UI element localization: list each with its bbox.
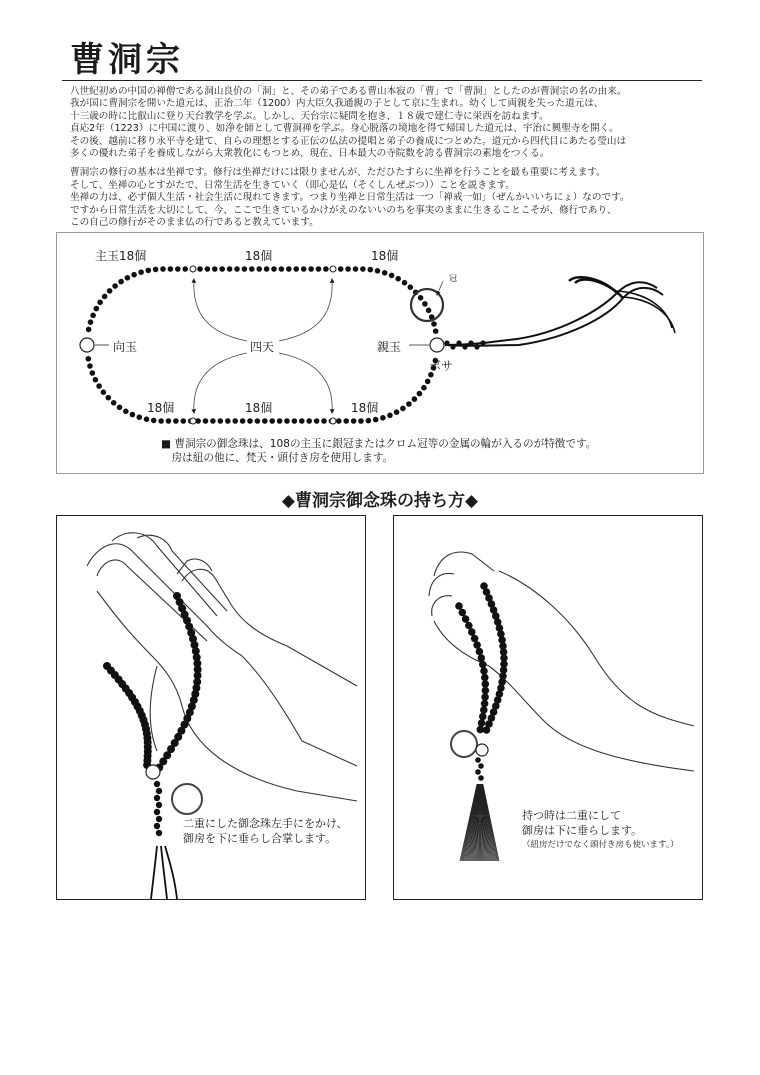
bead (482, 680, 490, 688)
panel-right-caption (522, 808, 679, 853)
bead (475, 757, 481, 763)
bead (474, 344, 479, 349)
bead (455, 602, 463, 610)
bead (433, 328, 439, 334)
bead (117, 405, 123, 411)
bead (426, 308, 432, 314)
bead (156, 830, 162, 836)
bead (456, 340, 461, 345)
bead (468, 628, 476, 636)
bead (232, 418, 238, 424)
intro-line: その後、越前に移り永平寺を建て、自らの理想とする正伝の仏法の提唱と弟子の養成につとめた。道元から四代目にあたる瑩山は (70, 135, 627, 147)
bead (242, 266, 248, 272)
bead (210, 418, 216, 424)
bead (240, 418, 246, 424)
bead (284, 418, 290, 424)
bead (181, 418, 187, 424)
bead (400, 406, 406, 412)
bead (408, 284, 414, 290)
bead (102, 294, 108, 300)
bead (292, 418, 298, 424)
bead (478, 775, 484, 781)
bead (479, 713, 487, 721)
bead (422, 301, 428, 307)
bead (425, 379, 431, 385)
tassel-fringe (460, 784, 499, 861)
bead (336, 418, 342, 424)
bead (293, 266, 299, 272)
shiten-arrows (194, 279, 443, 413)
bead (262, 418, 268, 424)
caption-line: 持つ時は二重にして (522, 809, 621, 822)
bead (264, 266, 270, 272)
intro-text (70, 86, 700, 229)
bead (173, 418, 179, 424)
bead (468, 340, 473, 345)
bead (301, 266, 307, 272)
bead (406, 401, 412, 407)
main-bead-label: 主玉18個 (95, 249, 147, 263)
bead (299, 418, 305, 424)
bead (481, 693, 489, 701)
shiten-bead (190, 266, 196, 272)
bead (477, 726, 485, 734)
page-title: 曹洞宗 (70, 40, 184, 80)
crown-label: 冠 (449, 274, 457, 283)
section-title: ◆曹洞宗御念珠の持ち方◆ (281, 491, 479, 511)
bead (418, 295, 424, 301)
bead (138, 269, 144, 275)
count-label: 18個 (245, 401, 273, 415)
bead (475, 769, 481, 775)
parent-bead (146, 765, 160, 779)
bead (481, 674, 489, 682)
parent-bead (430, 338, 444, 352)
bead (130, 412, 136, 418)
bead (154, 809, 160, 815)
bead (256, 266, 262, 272)
bead (306, 418, 312, 424)
caption-line: 御房は下に垂らします。 (522, 824, 643, 837)
bead (96, 383, 102, 389)
bead (88, 319, 94, 325)
bead (382, 270, 388, 276)
bead (380, 415, 386, 421)
bead (97, 300, 103, 306)
bead (412, 396, 418, 402)
intro-line: 多くの優れた弟子を養成しながら大衆教化にもつとめ、現在、日本最大の寺院数を誇る曹洞宗の素地をつくる。 (70, 148, 550, 160)
bead (166, 418, 172, 424)
parent-bead-label: 親玉 (377, 340, 402, 354)
bead (160, 266, 166, 272)
bead (375, 268, 381, 274)
bead (321, 418, 327, 424)
bead (308, 266, 314, 272)
bead (212, 266, 218, 272)
bead (182, 266, 188, 272)
bead (87, 363, 93, 369)
hands-outline-icon (87, 533, 357, 801)
crown-ring (172, 784, 202, 814)
bead (225, 418, 231, 424)
bead (345, 266, 351, 272)
diagram-note (161, 437, 596, 465)
bead (389, 273, 395, 279)
tassel-cords (151, 846, 177, 899)
bead (387, 413, 393, 419)
bead (450, 344, 455, 349)
bead (86, 327, 92, 333)
bead (431, 321, 437, 327)
bead (444, 340, 449, 345)
bead (471, 635, 479, 643)
caption-note: （紐房だけでなく頭付き房も使います。） (522, 840, 679, 850)
bead (154, 781, 160, 787)
bead (156, 788, 162, 794)
rosary-beads-left (103, 592, 202, 836)
shiten-bead (330, 266, 336, 272)
rosary-diagram (56, 232, 704, 474)
intro2-line: 坐禅の力は、必ず個人生活・社会生活に現れてきます。つまり坐禅と日常生活は一つ「禅戒一如」（ぜんかいいちにょ）なのです。 (70, 192, 630, 204)
panel-left-caption (183, 816, 348, 846)
bead (271, 266, 277, 272)
bead (219, 266, 225, 272)
panel-holding (393, 515, 703, 900)
count-label: 18個 (147, 401, 175, 415)
bead (146, 268, 152, 274)
bead (478, 654, 486, 662)
bead (90, 370, 96, 376)
bead (106, 395, 112, 401)
bead (249, 266, 255, 272)
bead (462, 344, 467, 349)
panel-gassho (56, 515, 366, 900)
bead (323, 266, 329, 272)
crown-ring (451, 731, 477, 757)
note-line: ■ 曹洞宗の御念珠は、108の主玉に銀冠またはクロム冠等の金属の輪が入るのが特徴です。 (161, 438, 597, 450)
facing-bead-label: 向玉 (113, 340, 138, 354)
count-label: 18個 (351, 401, 379, 415)
bead (462, 615, 470, 623)
bead (480, 706, 488, 714)
bead (373, 417, 379, 423)
bead (353, 266, 359, 272)
bead (125, 275, 131, 281)
bead (459, 609, 467, 617)
bead (255, 418, 261, 424)
bosa-label: ボサ (429, 359, 454, 373)
bead (156, 816, 162, 822)
shiten-bead (190, 418, 196, 424)
intro-line: 八世紀初めの中国の禅僧である洞山良价の「洞」と、その弟子である曹山本寂の「曹」で「曹洞」としたのが曹洞宗の名の由来。 (70, 86, 627, 97)
bead (111, 400, 117, 406)
hand-outline-icon (429, 552, 694, 771)
bead (90, 313, 96, 319)
bead (101, 389, 107, 395)
bead (481, 700, 489, 708)
count-label: 18個 (245, 249, 273, 263)
bead (343, 418, 349, 424)
bead (338, 266, 344, 272)
bead (314, 418, 320, 424)
bead (482, 687, 490, 695)
bead (277, 418, 283, 424)
bead (360, 266, 366, 272)
title-rule (62, 80, 702, 81)
caption-line: 二重にした御念珠左手にをかけ、 (183, 817, 348, 830)
bead (205, 266, 211, 272)
bead (480, 340, 485, 345)
bead (203, 418, 209, 424)
bead (417, 391, 423, 397)
bead (94, 306, 100, 312)
bead (123, 409, 129, 415)
bead (154, 823, 160, 829)
bead (234, 266, 240, 272)
bead (86, 356, 92, 362)
note-line: 房は紐の他に、梵天・頭付き房を使用します。 (161, 452, 394, 464)
count-label: 18個 (371, 249, 399, 263)
bead (316, 266, 322, 272)
intro-line: 我が国に曹洞宗を開いた道元は、正治二年（1200）内大臣久我通親の子として京に生まれ。幼くして両親を失った道元は、 (70, 98, 604, 110)
bead (402, 280, 408, 286)
bead (93, 377, 99, 383)
intro2-line: そして、坐禅の心とすがたで、日常生活を生きていく（即心是仏（そくしんぜぶつ））ことを説きます。 (70, 179, 515, 191)
bead (218, 418, 224, 424)
bead (465, 622, 473, 630)
bead (279, 266, 285, 272)
bead (351, 418, 357, 424)
bead (421, 385, 427, 391)
caption-line: 御房を下に垂らし合掌します。 (183, 832, 337, 845)
bead (197, 266, 203, 272)
intro2-line: ですから日常生活を大切にして、今、ここで生きているかけがえのないいのちを事実のままに生きることこそが、修行であり、 (70, 204, 617, 216)
bead (158, 418, 164, 424)
intro2-line: この自己の修行がそのまま仏の行であると教えています。 (70, 217, 319, 229)
bead (144, 416, 150, 422)
bead (131, 272, 137, 278)
bead (154, 795, 160, 801)
shiten-bead (330, 418, 336, 424)
intro2-line: 曹洞宗の修行の基本は坐禅です。修行は坐禅だけには限りませんが、ただひたすらに坐禅を行うことを最も重要に考えます。 (70, 167, 606, 179)
bead (473, 641, 481, 649)
bead (366, 418, 372, 424)
bead (247, 418, 253, 424)
bead (112, 283, 118, 289)
bead (151, 418, 157, 424)
bead (153, 267, 159, 273)
bead (478, 719, 486, 727)
bead (175, 266, 181, 272)
bead (168, 266, 174, 272)
bead (358, 418, 364, 424)
facing-bead (80, 338, 94, 352)
intro-line: 十三歳の時に比叡山に登り天台教学を学ぶ。しかし、天台宗に疑問を抱き、１８歳で建仁寺に栄西を訪ねます。 (70, 110, 549, 122)
bead (476, 648, 484, 656)
bead (156, 802, 162, 808)
bead (479, 661, 487, 669)
parent-bead (476, 744, 488, 756)
bead (395, 276, 401, 282)
bead (480, 667, 488, 675)
intro-line: 貞応2年（1223）に中国に渡り、如浄を師として曹洞禅を学ぶ。身心脱落の境地を得て帰国した道元は、宇治に興聖寺を開く。 (70, 123, 619, 135)
bead (227, 266, 233, 272)
bead (286, 266, 292, 272)
bead (478, 763, 484, 769)
bead (269, 418, 275, 424)
bead (118, 279, 124, 285)
shiten-label: 四天 (250, 340, 275, 354)
bead (107, 288, 113, 294)
bead (137, 414, 143, 420)
bead (368, 267, 374, 273)
tassel-cords (445, 277, 675, 346)
bead (394, 409, 400, 415)
